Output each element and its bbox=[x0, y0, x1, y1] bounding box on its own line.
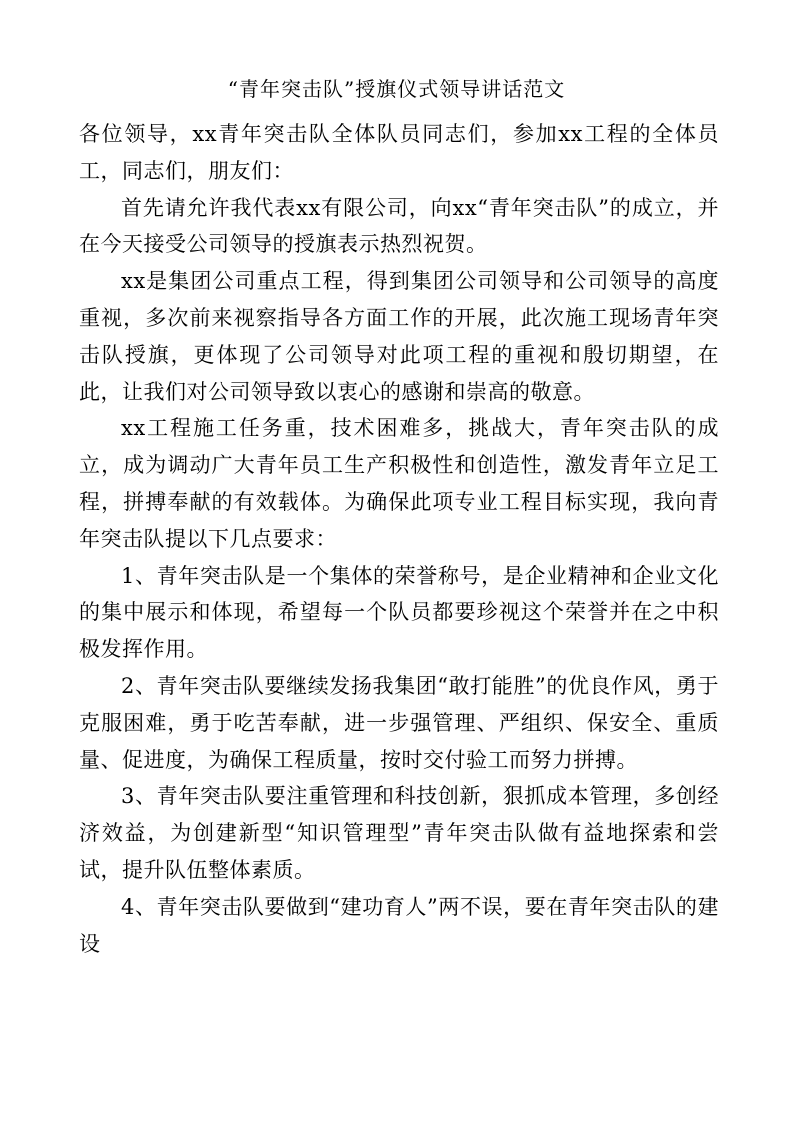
document-body bbox=[79, 116, 719, 962]
salutation-paragraph: 各位领导，xx青年突击队全体队员同志们，参加xx工程的全体员工，同志们，朋友们： bbox=[79, 122, 719, 183]
project-importance-paragraph: xx是集团公司重点工程，得到集团公司领导和公司领导的高度重视，多次前来视察指导各方面工作的开展，此次施工现场青年突击队授旗，更体现了公司领导对此项工程的重视和殷切期望，在此，让我们对公司领导致以衷心的感谢和崇高的敬意。 bbox=[79, 269, 719, 404]
document-title: “青年突击队”授旗仪式领导讲话范文 bbox=[227, 77, 566, 101]
requirement-4-paragraph: 4、青年突击队要做到“建功育人”两不误，要在青年突击队的建设 bbox=[79, 894, 719, 956]
requirement-1-paragraph: 1、青年突击队是一个集体的荣誉称号，是企业精神和企业文化的集中展示和体现，希望每一个队员都要珍视这个荣誉并在之中积极发挥作用。 bbox=[79, 563, 719, 662]
congratulation-paragraph: 首先请允许我代表xx有限公司，向xx“青年突击队”的成立，并在今天接受公司领导的授旗表示热烈祝贺。 bbox=[79, 195, 719, 257]
requirement-3-paragraph: 3、青年突击队要注重管理和科技创新，狠抓成本管理，多创经济效益，为创建新型“知识管理型”青年突击队做有益地探索和尝试，提升队伍整体素质。 bbox=[79, 784, 719, 882]
requirement-2-paragraph: 2、青年突击队要继续发扬我集团“敢打能胜”的优良作风，勇于克服困难，勇于吃苦奉献，进一步强管理、严组织、保安全、重质量、促进度，为确保工程质量，按时交付验工而努力拼搏。 bbox=[79, 673, 719, 772]
requirements-intro-paragraph: xx工程施工任务重，技术困难多，挑战大，青年突击队的成立，成为调动广大青年员工生产积极性和创造性，激发青年立足工程，拼搏奉献的有效载体。为确保此项专业工程目标实现，我向青年突击队提以下几点要求： bbox=[79, 416, 719, 551]
